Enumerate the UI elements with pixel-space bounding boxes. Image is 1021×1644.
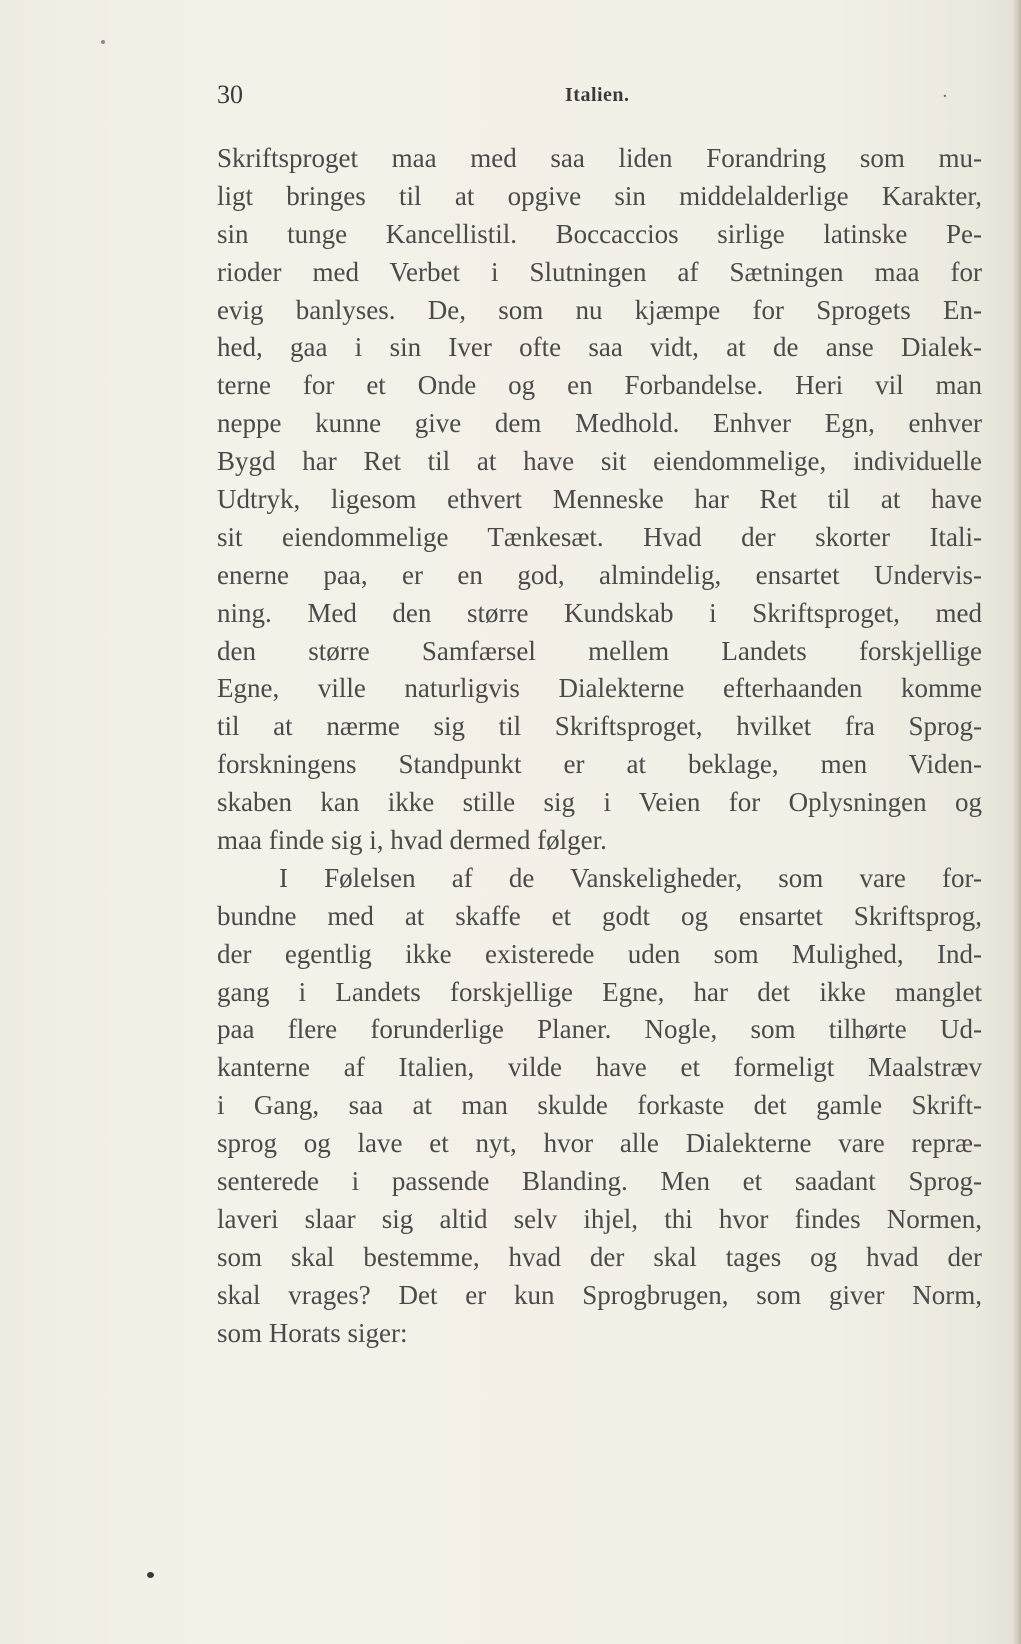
text-line: sprog og lave et nyt, hvor alle Dialekterne vare repræ- <box>217 1128 982 1159</box>
text-line: evig banlyses. De, som nu kjæmpe for Sprogets En- <box>217 294 982 325</box>
paper-speck <box>147 1572 154 1578</box>
paragraph-end-line: maa finde sig i, hvad dermed følger. <box>217 825 607 856</box>
text-line: laveri slaar sig altid selv ihjel, thi hvor findes Normen, <box>217 1203 982 1234</box>
text-line: den større Samfærsel mellem Landets forskjellige <box>217 635 982 666</box>
text-line: skal vrages? Det er kun Sprogbrugen, som giver Norm, <box>217 1279 982 1310</box>
text-line: terne for et Onde og en Forbandelse. Heri vil man <box>217 370 982 401</box>
text-line: til at nærme sig til Skriftsproget, hvilket fra Sprog- <box>217 711 982 742</box>
text-line: der egentlig ikke existerede uden som Mulighed, Ind- <box>217 938 982 969</box>
paragraph-end-line: som Horats siger: <box>217 1317 408 1348</box>
text-line: sin tunge Kancellistil. Boccaccios sirlige latinske Pe- <box>217 218 982 249</box>
text-line: senterede i passende Blanding. Men et saadant Sprog- <box>217 1166 982 1197</box>
body-text <box>217 140 982 1353</box>
text-line: sit eiendommelige Tænkesæt. Hvad der skorter Itali- <box>217 521 982 552</box>
text-line: som skal bestemme, hvad der skal tages og hvad der <box>217 1241 982 1272</box>
text-line: forskningens Standpunkt er at beklage, men Viden- <box>217 749 982 780</box>
text-line: rioder med Verbet i Slutningen af Sætningen maa for <box>217 256 982 287</box>
text-line: neppe kunne give dem Medhold. Enhver Egn, enhver <box>217 408 982 439</box>
running-head: Italien. <box>565 84 630 106</box>
text-line: enerne paa, er en god, almindelig, ensartet Undervis- <box>217 559 982 590</box>
paragraph-start-line: I Følelsen af de Vanskeligheder, som vare for- <box>279 862 982 893</box>
text-line: hed, gaa i sin Iver ofte saa vidt, at de anse Dialek- <box>217 332 982 363</box>
text-line: Egne, ville naturligvis Dialekterne efterhaanden komme <box>217 673 982 704</box>
page-header <box>217 80 982 114</box>
text-line: ligt bringes til at opgive sin middelalderlige Karakter, <box>217 180 982 211</box>
text-line: paa flere forunderlige Planer. Nogle, som tilhørte Ud- <box>217 1014 982 1045</box>
text-line: gang i Landets forskjellige Egne, har det ikke manglet <box>217 976 982 1007</box>
text-line: Udtryk, ligesom ethvert Menneske har Ret til at have <box>217 484 982 515</box>
text-line: kanterne af Italien, vilde have et formeligt Maalstræv <box>217 1052 982 1083</box>
header-mark: · <box>942 86 948 107</box>
page-number: 30 <box>217 80 243 109</box>
text-line: Bygd har Ret til at have sit eiendommelige, individuelle <box>217 446 982 477</box>
text-line: ning. Med den større Kundskab i Skriftsproget, med <box>217 597 982 628</box>
page-edge-shadow <box>1013 0 1021 1644</box>
text-line: Skriftsproget maa med saa liden Forandring som mu- <box>217 143 982 173</box>
paper-speck <box>101 40 105 44</box>
text-line: i Gang, saa at man skulde forkaste det gamle Skrift- <box>217 1090 982 1121</box>
text-line: bundne med at skaffe et godt og ensartet Skriftsprog, <box>217 900 982 931</box>
text-line: skaben kan ikke stille sig i Veien for Oplysningen og <box>217 787 982 818</box>
